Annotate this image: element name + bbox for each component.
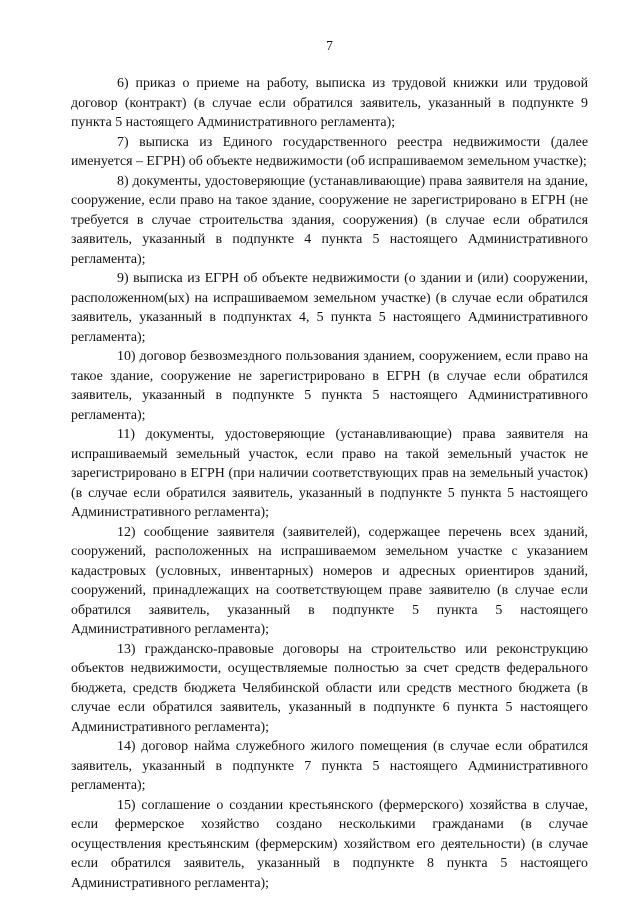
list-item: 8) документы, удостоверяющие (устанавливающие) права заявителя на здание, сооружение, если право на такое здание, сооружение не зарегистрировано в ЕГРН (не требуется в случае строительства здания, сооружения) (в случае если обратился заявитель, указанный в подпункте 4 пункта 5 настоящего Административного регламента); xyxy=(71,173,588,267)
page-number: 7 xyxy=(326,38,333,53)
list-item: 10) договор безвозмездного пользования зданием, сооружением, если право на такое здание, сооружение не зарегистрировано в ЕГРН (в случае если обратился заявитель, указанный в подпункте 5 пункта 5 настоящего Административного регламента); xyxy=(71,349,588,423)
list-item: 12) сообщение заявителя (заявителей), содержащее перечень всех зданий, сооружений, расположенных на испрашиваемом земельном участке с указанием кадастровых (условных, инвентарных) номеров и адресных ориентиров зданий, сооружений, принадлежащих на соответствующем праве заявителю (в случае если обратился заявитель, указанный в подпункте 5 пункта 5 настоящего Административного регламента); xyxy=(71,524,588,637)
list-item: 11) документы, удостоверяющие (устанавливающие) права заявителя на испрашиваемый земельный участок, если право на такой земельный участок не зарегистрировано в ЕГРН (при наличии соответствующих прав на земельный участок) (в случае если обратился заявитель, указанный в подпункте 5 пункта 5 настоящего Административного регламента); xyxy=(71,427,588,520)
list-item: 6) приказ о приеме на работу, выписка из трудовой книжки или трудовой договор (контракт) (в случае если обратился заявитель, указанный в подпункте 9 пункта 5 настоящего Административного регламента); xyxy=(71,76,588,130)
list-item: 13) гражданско-правовые договоры на строительство или реконструкцию объектов недвижимости, осуществляемые полностью за счет средств федерального бюджета, средств бюджета Челябинской области или средств местного бюджета (в случае если обратился заявитель, указанный в подпункте 6 пункта 5 настоящего Административного регламента); xyxy=(71,641,588,735)
list-item: 15) соглашение о создании крестьянского (фермерского) хозяйства в случае, если фермерское хозяйство создано несколькими гражданами (в случае осуществления крестьянским (фермерским) хозяйством его деятельности) (в случае если обратился заявитель, указанный в подпункте 8 пункта 5 настоящего Административного регламента); xyxy=(71,797,588,891)
list-item: 14) договор найма служебного жилого помещения (в случае если обратился заявитель, указанный в подпункте 7 пункта 5 настоящего Административного регламента); xyxy=(71,739,588,793)
list-item: 9) выписка из ЕГРН об объекте недвижимости (о здании и (или) сооружении, расположенном(ых) на испрашиваемом земельном участке) (в случае если обратился заявитель, указанный в подпунктах 4, 5 пункта 5 настоящего Административного регламента); xyxy=(71,271,588,345)
list-item: 7) выписка из Единого государственного реестра недвижимости (далее именуется – ЕГРН) об объекте недвижимости (об испрашиваемом земельном участке); xyxy=(71,134,588,169)
